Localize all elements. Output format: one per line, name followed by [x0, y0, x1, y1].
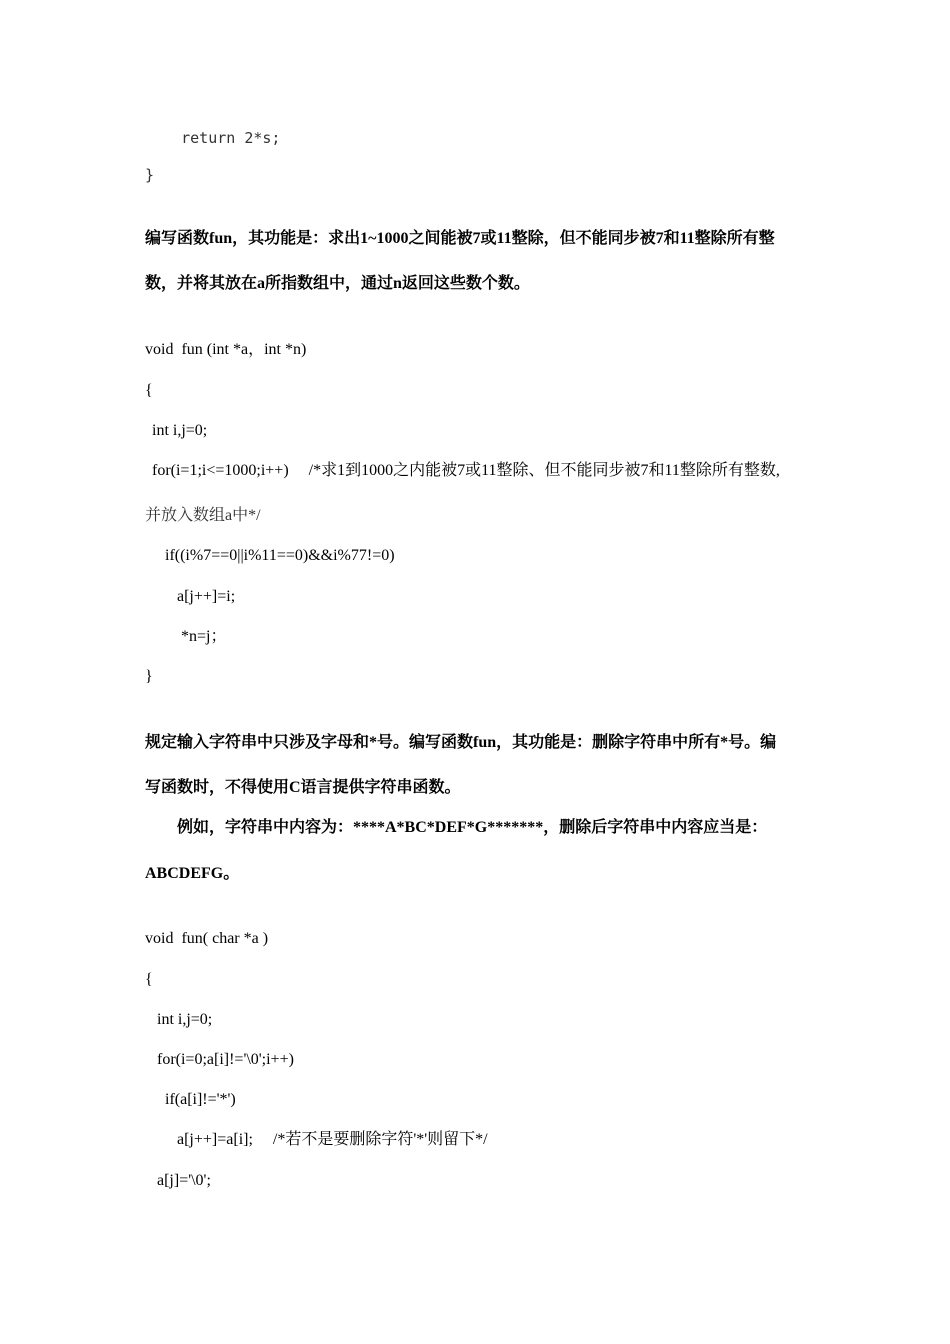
code-line-declaration: int i,j=0; [152, 422, 208, 439]
code-line-if: if((i%7==0||i%11==0)&&i%77!=0) [165, 547, 395, 564]
code-line-assign: a[j++]=a[i]; /*若不是要删除字符'*'则留下*/ [177, 1131, 488, 1148]
code-line-declaration: int i,j=0; [157, 1011, 213, 1028]
code-line-for-loop: for(i=1;i<=1000;i++) /*求1到1000之内能被7或11整除、但不能同步被7和11整除所有整数, [152, 462, 780, 479]
example-result-line: ABCDEFG。 [145, 865, 240, 882]
code-line-close-brace: } [145, 166, 155, 184]
code-line-signature: void fun (int *a，int *n) [145, 341, 307, 358]
problem-statement-line: 写函数时，不得使用C语言提供字符串函数。 [145, 779, 461, 796]
example-line: 例如，字符串中内容为：****A*BC*DEF*G*******，删除后字符串中内容应当是： [177, 819, 768, 836]
problem-statement-line: 编写函数fun，其功能是：求出1~1000之间能被7或11整除，但不能同步被7和11整除所有整 [145, 230, 775, 247]
code-line-count: *n=j； [181, 628, 227, 645]
code-line-terminate: a[j]='\0'; [157, 1172, 211, 1189]
problem-statement-line: 数，并将其放在a所指数组中，通过n返回这些数个数。 [145, 275, 530, 292]
code-line-if: if(a[i]!='*') [165, 1091, 236, 1108]
code-line-open-brace: { [145, 971, 153, 988]
code-line-signature: void fun( char *a ) [145, 930, 269, 947]
code-comment-continuation: 并放入数组a中*/ [145, 507, 261, 524]
code-line-close-brace: } [145, 668, 153, 685]
problem-statement-line: 规定输入字符串中只涉及字母和*号。编写函数fun，其功能是：删除字符串中所有*号。编 [145, 734, 777, 751]
code-line-assign: a[j++]=i; [177, 588, 236, 605]
code-line-for-loop: for(i=0;a[i]!='\0';i++) [157, 1051, 294, 1068]
code-line-open-brace: { [145, 382, 153, 399]
code-line-return: return 2*s; [145, 129, 281, 147]
